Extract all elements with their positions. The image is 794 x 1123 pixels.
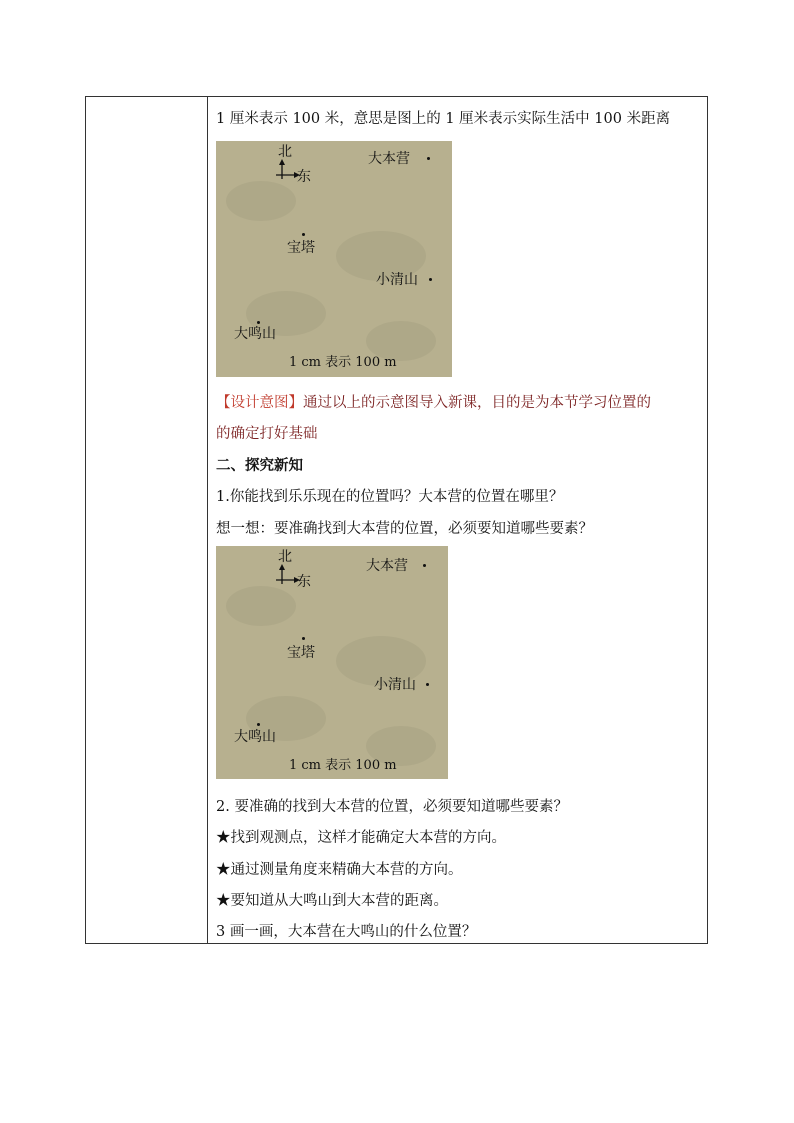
lesson-table [85, 96, 708, 944]
camp-dot [427, 157, 430, 160]
camp-label: 大本营 [366, 558, 408, 574]
question-2: 2. 要准确的找到大本营的位置，必须要知道哪些要素？ [216, 799, 568, 815]
north-label: 北 [278, 549, 292, 565]
map-scale: 1 cm 表示 100 m [289, 355, 397, 370]
scale-explanation: 1 厘米表示 100 米，意思是图上的 1 厘米表示实际生活中 100 米距离 [216, 111, 671, 127]
bullet-item: ★通过测量角度来精确大本营的方向。 [216, 862, 463, 878]
bullet-item: ★找到观测点，这样才能确定大本营的方向。 [216, 830, 506, 846]
design-intent-line-2: 的确定打好基础 [216, 426, 318, 442]
pagoda-dot [302, 233, 305, 236]
question-1: 1.你能找到乐乐现在的位置吗？大本营的位置在哪里？ [216, 489, 564, 505]
daming-label: 大鸣山 [234, 326, 276, 342]
xiaoqing-dot [429, 278, 432, 281]
xiaoqing-label: 小清山 [374, 677, 416, 693]
camp-dot [423, 564, 426, 567]
map-image-2 [216, 546, 448, 779]
xiaoqing-dot [426, 683, 429, 686]
daming-label: 大鸣山 [234, 729, 276, 745]
north-label: 北 [278, 144, 292, 160]
map-image-1 [216, 141, 452, 377]
column-divider [207, 97, 208, 943]
pagoda-label: 宝塔 [287, 240, 315, 256]
bullet-item: ★要知道从大鸣山到大本营的距离。 [216, 893, 448, 909]
east-label: 东 [297, 169, 311, 185]
pagoda-label: 宝塔 [287, 645, 315, 661]
camp-label: 大本营 [368, 151, 410, 167]
map-scale: 1 cm 表示 100 m [289, 758, 397, 773]
xiaoqing-label: 小清山 [376, 272, 418, 288]
east-label: 东 [297, 574, 311, 590]
question-3: 3 画一画，大本营在大鸣山的什么位置？ [216, 924, 477, 940]
pagoda-dot [302, 637, 305, 640]
design-intent-line-1: 【设计意图】通过以上的示意图导入新课，目的是为本节学习位置的 [216, 395, 651, 411]
design-intent-label: 设计意图 [230, 395, 289, 411]
section-title: 二、探究新知 [216, 457, 303, 474]
think-prompt: 想一想：要准确找到大本营的位置，必须要知道哪些要素？ [216, 521, 593, 537]
